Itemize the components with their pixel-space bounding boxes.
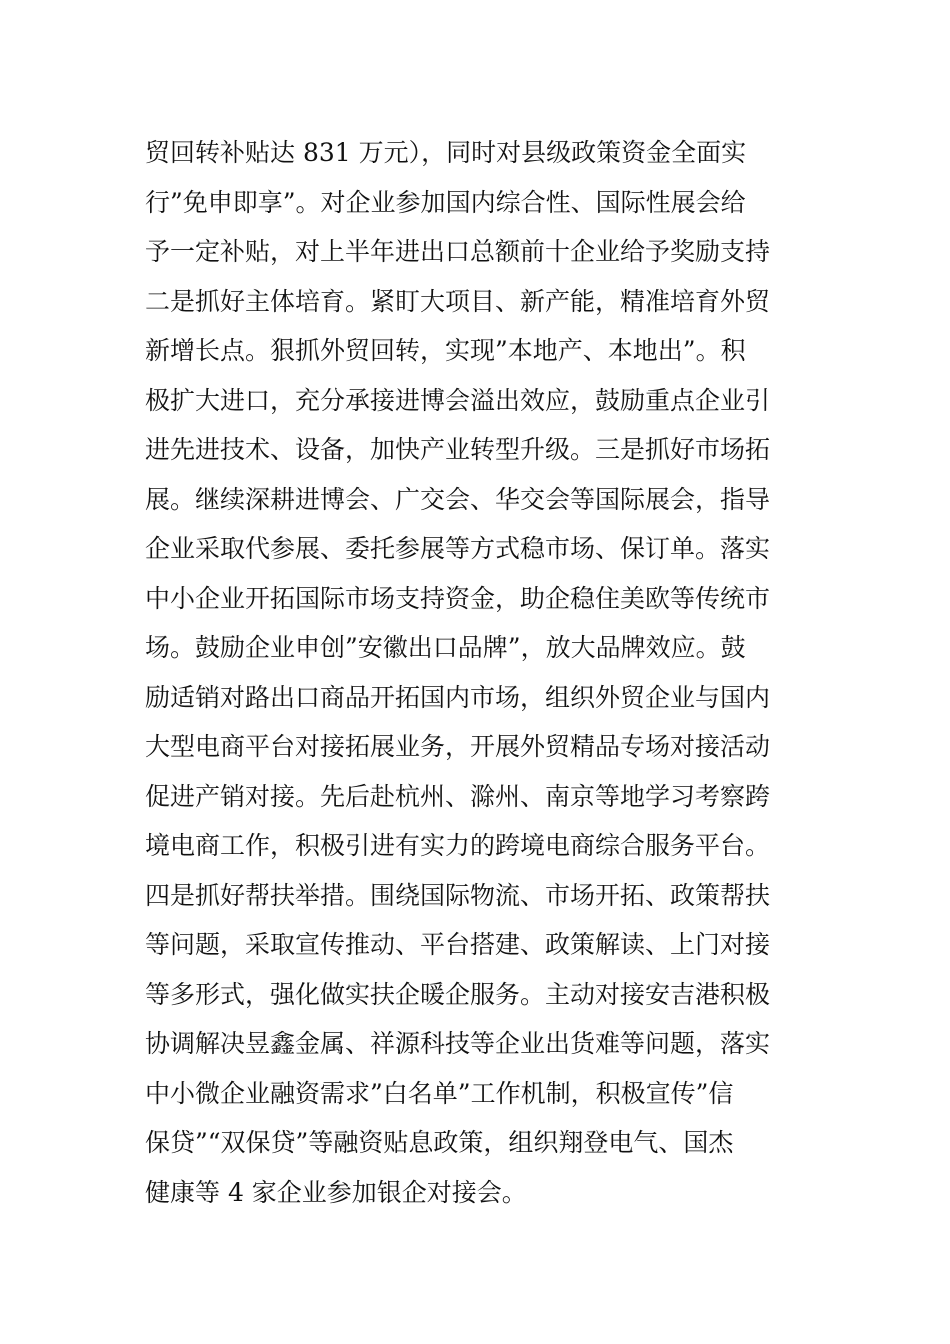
text-line-8: 展。继续深耕进博会、广交会、华交会等国际展会，指导 bbox=[145, 484, 771, 514]
text-line-6: 极扩大进口，充分承接进博会溢出效应，鼓励重点企业引 bbox=[145, 385, 771, 415]
text-line-10: 中小企业开拓国际市场支持资金，助企稳住美欧等传统市 bbox=[145, 583, 771, 613]
text-line-5: 新增长点。狠抓外贸回转，实现”本地产、本地出”。积 bbox=[145, 336, 746, 365]
text-line-21: 保贷”“双保贷”等融资贴息政策，组织翔登电气、国杰 bbox=[145, 1128, 734, 1157]
text-line-2: 行”免申即享”。对企业参加国内综合性、国际性展会给 bbox=[145, 187, 746, 217]
text-line-15: 境电商工作，积极引进有实力的跨境电商综合服务平台。 bbox=[145, 831, 771, 860]
text-line-20: 中小微企业融资需求”白名单”工作机制，积极宣传”信 bbox=[145, 1078, 734, 1108]
text-line-18: 等多形式，强化做实扶企暖企服务。主动对接安吉港积极 bbox=[145, 979, 771, 1009]
text-line-12: 励适销对路出口商品开拓国内市场，组织外贸企业与国内 bbox=[145, 682, 771, 712]
text-line-19: 协调解决昱鑫金属、祥源科技等企业出货难等问题，落实 bbox=[145, 1029, 771, 1058]
text-line-16: 四是抓好帮扶举措。围绕国际物流、市场开拓、政策帮扶 bbox=[145, 880, 771, 910]
text-line-7: 进先进技术、设备，加快产业转型升级。三是抓好市场拓 bbox=[145, 435, 771, 464]
text-line-22: 健康等 4 家企业参加银企对接会。 bbox=[145, 1177, 527, 1207]
text-line-4: 二是抓好主体培育。紧盯大项目、新产能，精准培育外贸 bbox=[145, 286, 771, 316]
text-line-9: 企业采取代参展、委托参展等方式稳市场、保订单。落实 bbox=[145, 534, 771, 563]
text-line-14: 促进产销对接。先后赴杭州、滁州、南京等地学习考察跨 bbox=[145, 781, 771, 811]
text-line-13: 大型电商平台对接拓展业务，开展外贸精品专场对接活动 bbox=[145, 732, 771, 761]
text-line-11: 场。鼓励企业申创”安徽出口品牌”，放大品牌效应。鼓 bbox=[145, 633, 746, 662]
text-line-17: 等问题，采取宣传推动、平台搭建、政策解读、上门对接 bbox=[145, 930, 771, 959]
body-paragraph bbox=[145, 128, 815, 1217]
text-line-1: 贸回转补贴达 831 万元），同时对县级政策资金全面实 bbox=[145, 138, 747, 167]
text-line-3: 予一定补贴，对上半年进出口总额前十企业给予奖励支持 bbox=[145, 237, 771, 266]
